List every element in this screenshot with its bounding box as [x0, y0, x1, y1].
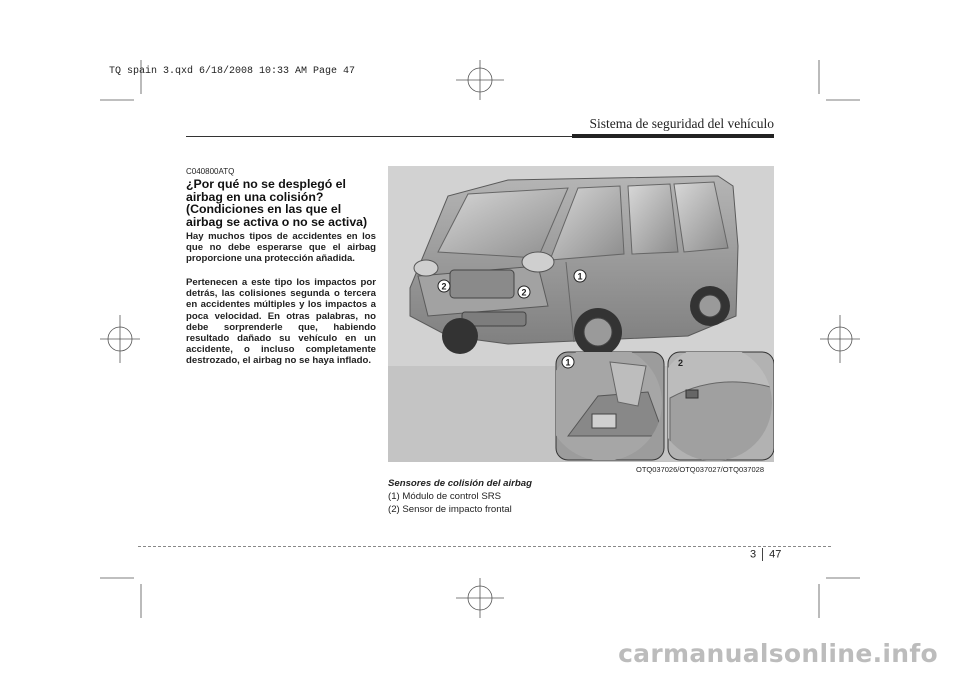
- file-info: TQ spain 3.qxd 6/18/2008 10:33 AM Page 47: [109, 66, 356, 77]
- figure-code: OTQ037026/OTQ037027/OTQ037028: [636, 465, 764, 474]
- figure-caption-line-2: (2) Sensor de impacto frontal: [388, 504, 512, 515]
- chapter-number: 3: [750, 548, 757, 561]
- inset-front-sensor: [668, 352, 774, 460]
- article-paragraph-2: Pertenecen a este tipo los impactos por detrás, las colisiones segunda o tercera en accidentes múltiples y los impactos a poca velocidad. En otras palabras, no debe sorprenderle que, habiendo resultado dañado su vehículo en un accidente, o incluso completamente destrozado, el airbag no se haya inflado.: [186, 277, 376, 367]
- inset-srs-module: [556, 352, 664, 460]
- figure-caption-title: Sensores de colisión del airbag: [388, 478, 532, 489]
- marker-2-on-van-right: [518, 286, 530, 298]
- svg-text:2: 2: [521, 287, 527, 298]
- footer-rule: [138, 546, 831, 547]
- article-heading: ¿Por qué no se desplegó el airbag en una colisión? (Condiciones en las que el airbag se activa o no se activa): [186, 177, 368, 229]
- section-title: Sistema de seguridad del vehículo: [589, 116, 774, 131]
- article-paragraph-1: Hay muchos tipos de accidentes en los que no debe esperarse que el airbag proporcione una protección añadida.: [186, 231, 376, 265]
- registration-target-left: [100, 315, 140, 363]
- page-number: [750, 548, 781, 561]
- airbag-sensor-figure: [388, 166, 774, 462]
- watermark: carmanualsonline.info: [618, 639, 938, 668]
- registration-target-right: [820, 315, 860, 363]
- marker-1-on-van: [574, 270, 586, 282]
- svg-text:1: 1: [577, 271, 583, 282]
- svg-text:1: 1: [565, 357, 571, 368]
- van: [410, 176, 738, 356]
- registration-target-top: [456, 60, 504, 100]
- marker-2-on-van-left: [438, 280, 450, 292]
- van-illustration: [388, 166, 774, 462]
- header-rule-accent: [572, 134, 774, 138]
- svg-text:2: 2: [441, 281, 447, 292]
- svg-text:2: 2: [678, 358, 684, 368]
- article-code: C040800ATQ: [186, 167, 235, 176]
- registration-target-bottom: [456, 578, 504, 618]
- page-number-separator: [762, 548, 763, 561]
- figure-caption-line-1: (1) Módulo de control SRS: [388, 491, 502, 502]
- page-number-value: 47: [769, 548, 782, 561]
